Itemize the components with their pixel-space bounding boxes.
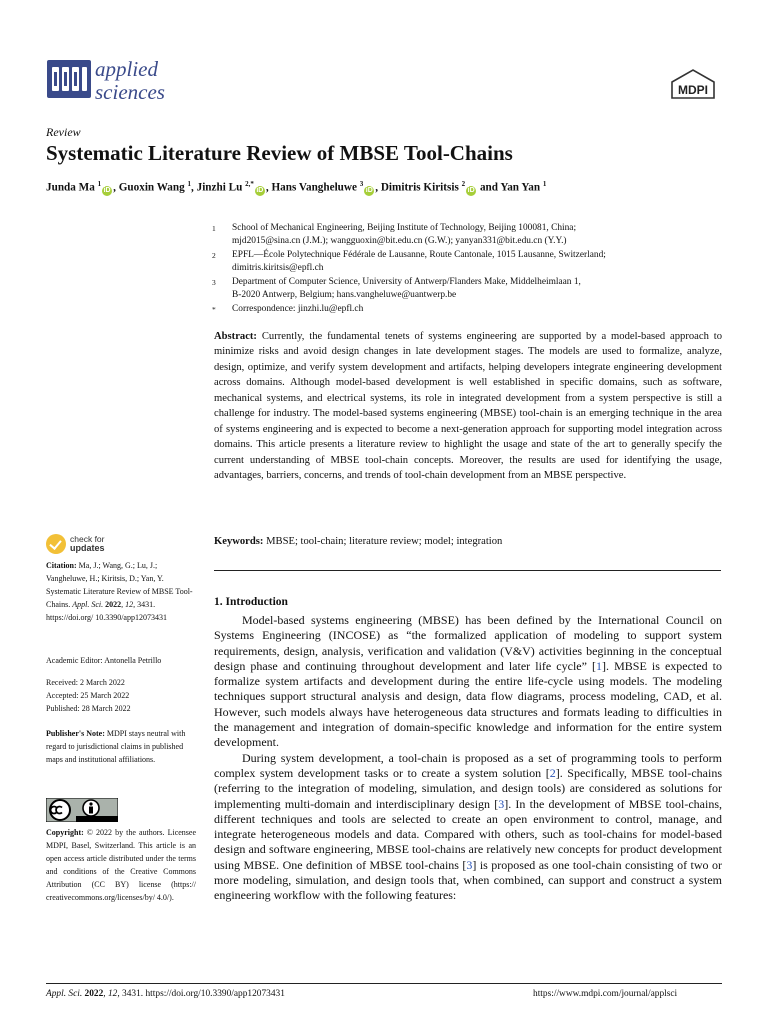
author-name: Jinzhi Lu bbox=[196, 181, 243, 194]
cc-by-license-icon[interactable] bbox=[46, 798, 118, 822]
citation-block: Citation: Ma, J.; Wang, G.; Lu, J.; Vangheluwe, H.; Kiritsis, D.; Yan, Y. Systematic Literature Review of MBSE Tool-Chains. Appl. Sci. 2022, 12, 3431. https://doi.org/ 10.3390/app12073431 bbox=[46, 561, 193, 622]
journal-name bbox=[95, 58, 165, 104]
keywords-text: MBSE; tool-chain; literature review; model; integration bbox=[266, 536, 503, 547]
journal-name-line2: sciences bbox=[95, 80, 165, 104]
section-divider bbox=[214, 570, 721, 571]
copyright-block bbox=[46, 826, 196, 904]
author-name: Dimitris Kiritsis bbox=[380, 181, 459, 194]
footer-doi[interactable]: , 3431. https://doi.org/10.3390/app12073431 bbox=[117, 989, 285, 999]
affiliation-line: Department of Computer Science, University of Antwerp/Flanders Make, Middelheimlaan 1, bbox=[232, 277, 581, 287]
affiliation-number: * bbox=[212, 305, 216, 314]
accepted-date: Accepted: 25 March 2022 bbox=[46, 691, 130, 700]
paragraph-text: Model-based systems engineering (MBSE) has been defined by the International Council on Systems Engineering (INCOSE) as “the formalized application of modeling to support system requirements, design, analysis, verification and validation (V&V) activities beginning in the conceptual design phase and continuing throughout development and later life cycle” [ bbox=[214, 613, 722, 673]
citation-link[interactable]: 3 bbox=[498, 796, 505, 811]
keywords-label: Keywords: bbox=[214, 536, 264, 547]
paragraph-text: ]. Specifically, MBSE tool-chains (referring to the integration of modeling, simulation, and design tools) are considered as solutions for implementing multi-domain and interdisciplinary design [ bbox=[214, 765, 722, 811]
author-separator: , bbox=[191, 181, 197, 194]
mdpi-logo-text: MDPI bbox=[678, 83, 708, 97]
copyright-text: © 2022 by the authors. Licensee MDPI, Basel, Switzerland. This article is an open access article distributed under the terms and conditions of the Creative Commons Attribution (CC BY) license (https:// creativecommons.org/licenses/by/ 4.0/). bbox=[46, 828, 197, 902]
check-updates-line1: check for bbox=[70, 534, 105, 544]
affiliation-text bbox=[232, 303, 702, 316]
author-affiliation-mark: 2 bbox=[461, 180, 466, 188]
abstract-text: Currently, the fundamental tenets of systems engineering are supported by a model-based approach to minimize risks and avoid design changes in late development stages. The models are used to formalize, analyze, design, optimize, and verify system development and artifacts, helping developers integrate engineering development across domains. Although model-based development is well established in specific domains, such as software, mechanical systems, and electrical systems, its role in integrated development from a system perspective is still a challenge for industry. The model-based systems engineering (MBSE) tool-chain is an emerging technique in the area of systems engineering and is expected to become a next-generation approach for supporting model integration across domains. This article presents a literature review to highlight the usage and state of the art to generally specify the current understanding of MBSE tool-chain concepts. Moreover, the results are used for identifying the usage, advantages, barriers, concerns, and trends of tool-chain development from an MBSE perspective. bbox=[214, 331, 722, 482]
citation-year: 2022 bbox=[105, 600, 122, 609]
academic-editor: Academic Editor: Antonella Petrillo bbox=[46, 656, 162, 665]
orcid-icon[interactable]: iD bbox=[103, 186, 111, 194]
affiliation-number: 1 bbox=[212, 224, 216, 233]
publishers-note bbox=[46, 727, 198, 766]
citation-doi[interactable]: , 3431. https://doi.org/ 10.3390/app12073431 bbox=[46, 600, 167, 622]
author-separator: and bbox=[477, 181, 501, 194]
citation-text: Ma, J.; Wang, G.; Lu, J.; Vangheluwe, H.; Kiritsis, D.; Yan, Y. Systematic Literature Review of MBSE Tool-Chains. bbox=[46, 561, 193, 609]
affiliation-number: 3 bbox=[212, 278, 216, 287]
author-affiliation-mark: 2,* bbox=[245, 180, 254, 188]
paragraph-text: ]. MBSE is expected to formalize system artifacts and development during the entire life-cycle using models. The modeling techniques support structural analysis and design, data flow diagrams, process modeling, CAD, et al. However, such models always have heterogeneous data structures and formats leading to difficulties in the management and integration of domain-specific knowledge and information for the entire system development. bbox=[214, 658, 723, 750]
mdpi-logo-icon bbox=[666, 68, 720, 102]
paragraph bbox=[214, 751, 722, 904]
affiliation-text bbox=[232, 222, 702, 249]
pubnote-label: Publisher's Note: bbox=[46, 729, 105, 738]
paragraph-text: During system development, a tool-chain is proposed as a set of programming tools to perform complex system development tasks or to create a system solution [ bbox=[214, 750, 722, 780]
author-affiliation-mark: 1 bbox=[542, 180, 547, 188]
citation-link[interactable]: 2 bbox=[549, 765, 556, 780]
citation-link[interactable]: 1 bbox=[596, 658, 603, 673]
footer-citation: Appl. Sci. 2022, 12, 3431. https://doi.org/10.3390/app12073431 bbox=[46, 989, 285, 999]
citation-journal: Appl. Sci. bbox=[72, 600, 104, 609]
paragraph-text: ] is proposed as one tool-chain consisting of two or more modeling, simulation, and design tools that, when combined, can support and construct a system engineering workflow with the following features: bbox=[214, 857, 722, 903]
affiliation-number: 2 bbox=[212, 251, 216, 260]
footer-divider bbox=[46, 983, 722, 984]
journal-logo-icon bbox=[47, 60, 91, 98]
author-affiliation-mark: 3 bbox=[359, 180, 364, 188]
published-date: Published: 28 March 2022 bbox=[46, 704, 131, 713]
author-separator: , bbox=[265, 181, 272, 194]
affiliation-text bbox=[232, 276, 702, 303]
citation-link[interactable]: 3 bbox=[466, 857, 473, 872]
keywords bbox=[214, 536, 502, 547]
affiliation-line: B-2020 Antwerp, Belgium; hans.vangheluwe@uantwerp.be bbox=[232, 290, 457, 301]
abstract bbox=[214, 329, 722, 484]
affiliation-line: mjd2015@sina.cn (J.M.); wangguoxin@bit.edu.cn (G.W.); yanyan331@bit.edu.cn (Y.Y.) bbox=[232, 236, 567, 247]
page-title: Systematic Literature Review of MBSE Tool-Chains bbox=[46, 141, 513, 165]
paragraph bbox=[214, 613, 722, 751]
author-name: Hans Vangheluwe bbox=[271, 181, 357, 194]
section-heading-introduction: 1. Introduction bbox=[214, 596, 288, 608]
abstract-label: Abstract: bbox=[214, 331, 257, 342]
affiliation-line: School of Mechanical Engineering, Beijing Institute of Technology, Beijing 100081, China; bbox=[232, 223, 577, 233]
author-affiliation-mark: 1 bbox=[187, 180, 192, 188]
received-date: Received: 2 March 2022 bbox=[46, 678, 125, 687]
checkmark-icon bbox=[46, 534, 66, 554]
affiliation-line: Correspondence: jinzhi.lu@epfl.ch bbox=[232, 304, 364, 314]
check-updates-line2: updates bbox=[70, 543, 105, 553]
copyright-label: Copyright: bbox=[46, 828, 84, 837]
affiliation-line: EPFL—École Polytechnique Fédérale de Lausanne, Route Cantonale, 1015 Lausanne, Switzerland; bbox=[232, 250, 606, 260]
author-name: Yan Yan bbox=[500, 181, 541, 194]
author-name: Junda Ma bbox=[46, 181, 95, 194]
footer-year: 2022 bbox=[84, 989, 104, 999]
journal-name-line1: applied bbox=[95, 57, 158, 81]
citation-label: Citation: bbox=[46, 561, 77, 570]
orcid-icon[interactable]: iD bbox=[365, 186, 373, 194]
author-list bbox=[46, 180, 546, 196]
affiliation-text bbox=[232, 249, 702, 276]
author-separator: , bbox=[375, 181, 381, 194]
paragraph-text: ]. In the development of MBSE tool-chains, different techniques and tools are selected to create an open environment to control, manage, and integrate heterogeneous models and data. Compared with others, such as tool-chains for model-based design and software engineering, MBSE tool-chains are relatively new concepts for product development using MBSE. One definition of MBSE tool-chains [ bbox=[214, 796, 722, 872]
footer-volume: 12 bbox=[107, 989, 118, 999]
author-affiliation-mark: 1 bbox=[97, 180, 102, 188]
author-separator: , bbox=[113, 181, 119, 194]
pubnote-text: MDPI stays neutral with regard to jurisdictional claims in published maps and institutional affiliations. bbox=[46, 729, 186, 764]
orcid-icon[interactable]: iD bbox=[467, 186, 475, 194]
footer-journal-url[interactable]: https://www.mdpi.com/journal/applsci bbox=[533, 989, 678, 999]
article-type: Review bbox=[46, 125, 81, 139]
publication-dates bbox=[46, 676, 198, 715]
orcid-icon[interactable]: iD bbox=[256, 186, 264, 194]
footer-journal: Appl. Sci. bbox=[46, 989, 83, 999]
affiliation-line: dimitris.kiritsis@epfl.ch bbox=[232, 263, 324, 274]
citation-volume: 12 bbox=[125, 600, 134, 609]
author-name: Guoxin Wang bbox=[118, 181, 185, 194]
body-text bbox=[214, 613, 722, 904]
